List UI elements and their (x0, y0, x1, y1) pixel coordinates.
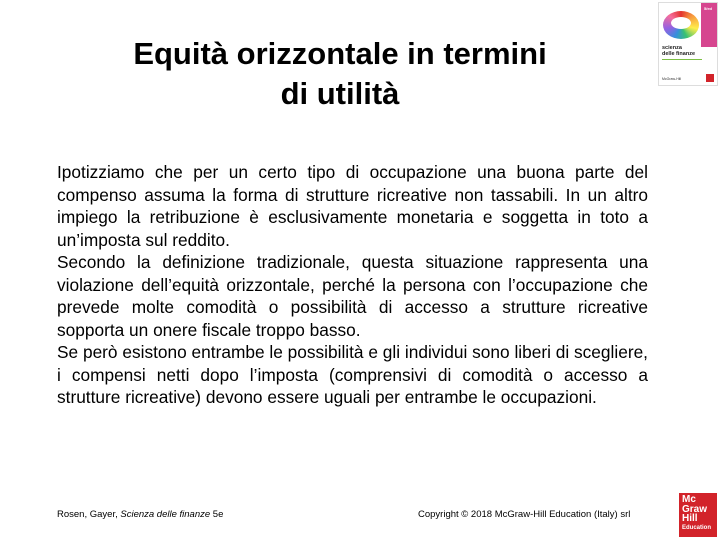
logo-line-2: Graw (682, 503, 708, 515)
cover-pink-band (701, 3, 717, 47)
cover-publisher: McGraw-Hill (662, 77, 682, 81)
paragraph-1: Ipotizziamo che per un certo tipo di occupazione una buona parte del compenso assuma la forma di strutture ricreative non tassabili. In un altro impiego la retribuzione è esclusivamente monetaria e soggetta in toto a un’imposta sul reddito. (57, 162, 648, 250)
logo-line-4: Education (682, 524, 712, 531)
chart-ring-icon (663, 11, 699, 39)
paragraph-2: Secondo la definizione tradizionale, questa situazione rappresenta una violazione dell’equità orizzontale, perché la persona con l’occupazione che prevede molte comodità o possibilità di accesso a strutture ricreative sopporta un onere fiscale troppo basso. (57, 252, 648, 340)
paragraph-3: Se però esistono entrambe le possibilità e gli individui sono liberi di scegliere, i compensi netti dopo l’imposta (comprensivi di comodità o accesso a strutture ricreative) devono essere uguali per entrambe le occupazioni. (57, 342, 648, 407)
title-line-1: Equità orizzontale in termini (133, 36, 547, 71)
mcgraw-hill-logo (679, 493, 717, 537)
footer-authors: Rosen, Gayer, (57, 509, 121, 520)
cover-edition: 5/ed (704, 6, 713, 11)
footer-citation (57, 509, 223, 520)
slide-body (57, 161, 648, 409)
slide-title (60, 34, 620, 114)
footer-edition: 5e (210, 509, 224, 520)
footer-book-title: Scienza delle finanze (120, 509, 211, 520)
cover-title-line-1: scienza (662, 45, 682, 51)
title-line-2: di utilità (280, 76, 400, 111)
cover-logo-icon (706, 74, 714, 82)
cover-divider (662, 59, 702, 60)
logo-line-1: Mc (682, 494, 696, 505)
footer-copyright: Copyright © 2018 McGraw-Hill Education (Italy) srl (418, 509, 631, 520)
cover-title (662, 45, 695, 57)
book-cover-image (658, 2, 718, 86)
logo-line-3: Hill (682, 513, 698, 524)
cover-title-line-2: delle finanze (662, 51, 696, 57)
